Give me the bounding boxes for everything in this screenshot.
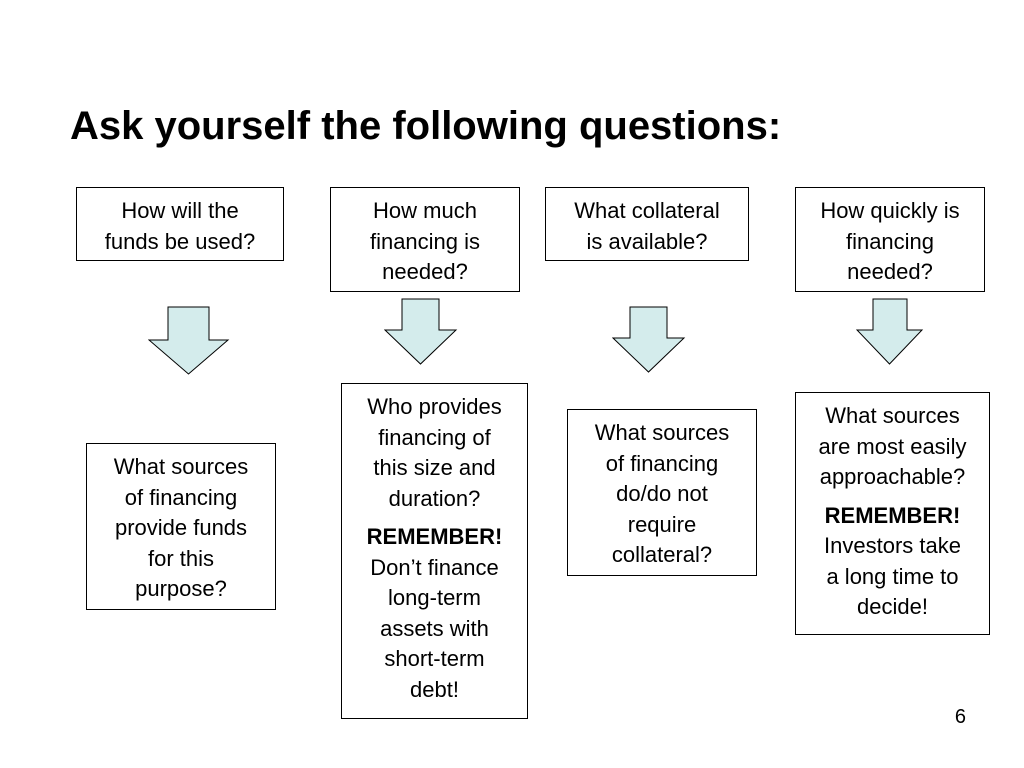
remember-note bbox=[342, 522, 527, 705]
question-text bbox=[331, 196, 519, 288]
question-box-financing-amount bbox=[330, 187, 520, 292]
remember-note bbox=[796, 501, 989, 623]
question-line: funds be used? bbox=[104, 228, 256, 254]
answer-text bbox=[796, 401, 989, 493]
answer-line: What sources bbox=[594, 420, 730, 445]
remember-line: long-term bbox=[388, 585, 481, 610]
page-number: 6 bbox=[954, 706, 966, 728]
answer-line: do/do not bbox=[616, 481, 708, 506]
remember-line: decide! bbox=[857, 594, 928, 619]
answer-line: of financing bbox=[124, 484, 238, 510]
down-arrow-icon bbox=[856, 298, 924, 366]
answer-line: this size and bbox=[373, 455, 496, 480]
question-line: How will the bbox=[121, 198, 239, 223]
down-arrow-icon bbox=[384, 298, 458, 366]
answer-line: purpose? bbox=[135, 576, 227, 601]
answer-line: approachable? bbox=[819, 464, 966, 489]
answer-line: Who provides bbox=[367, 394, 502, 419]
question-line: How quickly is bbox=[820, 198, 960, 223]
answer-line: are most easily bbox=[818, 433, 967, 459]
answer-box-collateral bbox=[567, 409, 757, 576]
answer-text bbox=[568, 418, 756, 571]
question-line: is available? bbox=[586, 228, 708, 254]
question-line: needed? bbox=[382, 259, 468, 284]
answer-box-approachable bbox=[795, 392, 990, 635]
answer-line: duration? bbox=[388, 485, 481, 511]
remember-label: REMEMBER! bbox=[366, 524, 503, 549]
remember-line: Don’t finance bbox=[370, 554, 499, 580]
question-line: financing bbox=[845, 228, 935, 254]
remember-line: short-term bbox=[384, 646, 485, 671]
question-text bbox=[77, 196, 283, 257]
question-text bbox=[546, 196, 748, 257]
question-text bbox=[796, 196, 984, 288]
down-arrow-icon bbox=[148, 306, 230, 376]
down-arrow-icon bbox=[612, 306, 686, 374]
remember-line: assets with bbox=[380, 615, 489, 641]
remember-line: debt! bbox=[410, 676, 459, 702]
answer-line: for this bbox=[147, 545, 215, 571]
remember-label: REMEMBER! bbox=[824, 502, 961, 528]
answer-box-size-duration bbox=[341, 383, 528, 719]
answer-line: of financing bbox=[605, 450, 719, 476]
question-line: What collateral bbox=[574, 198, 720, 223]
answer-line: What sources bbox=[113, 454, 249, 479]
slide-title: Ask yourself the following questions: bbox=[70, 104, 782, 148]
remember-line: Investors take bbox=[824, 533, 961, 558]
question-line: financing is bbox=[369, 228, 481, 254]
question-line: needed? bbox=[847, 259, 933, 284]
answer-line: collateral? bbox=[611, 542, 713, 567]
answer-text bbox=[342, 392, 527, 514]
answer-line: require bbox=[627, 511, 697, 537]
question-box-urgency bbox=[795, 187, 985, 292]
answer-line: provide funds bbox=[114, 515, 248, 540]
answer-line: What sources bbox=[825, 403, 960, 428]
question-box-funds-use bbox=[76, 187, 284, 261]
remember-line: a long time to bbox=[826, 563, 959, 589]
answer-text bbox=[87, 452, 275, 605]
question-box-collateral bbox=[545, 187, 749, 261]
answer-box-funds-purpose bbox=[86, 443, 276, 610]
answer-line: financing of bbox=[378, 424, 491, 450]
question-line: How much bbox=[373, 198, 477, 223]
